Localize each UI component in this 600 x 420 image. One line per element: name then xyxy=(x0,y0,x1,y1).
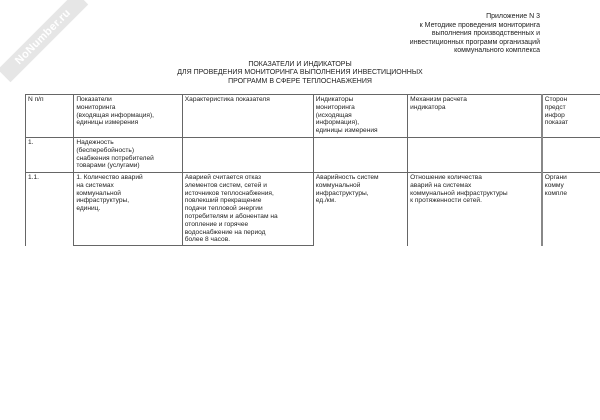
annex-line: к Методике проведения мониторинга xyxy=(419,21,540,29)
indicators-table xyxy=(25,94,600,246)
title-line: ПОКАЗАТЕЛИ И ИНДИКАТОРЫ xyxy=(248,61,352,68)
table-header-row xyxy=(26,95,600,138)
header-cell: Характеристика показателя xyxy=(182,95,313,138)
annex-line: выполнения производственных и xyxy=(431,30,540,38)
table-cell: 1. xyxy=(26,138,74,173)
annex-line: Приложение N 3 xyxy=(486,13,540,20)
table-cell: Органи комму компле xyxy=(542,173,600,246)
table-cell: 1.1. xyxy=(26,173,74,246)
annex-line: коммунального комплекса xyxy=(454,47,540,55)
annex-reference xyxy=(300,13,540,56)
annex-line: инвестиционных программ организаций xyxy=(409,38,540,46)
table-cell: Отношение количества аварий на системах коммунальной инфраструктуры к протяженности сетей. xyxy=(408,173,542,246)
table-cell xyxy=(408,138,542,173)
watermark: NoNumber.ru xyxy=(0,0,88,82)
header-cell: Индикаторы мониторинга (исходящая информация), единицы измерения xyxy=(313,95,407,138)
table-cell xyxy=(313,138,407,173)
table-cell xyxy=(542,138,600,173)
header-cell: Механизм расчета индикатора xyxy=(408,95,542,138)
header-cell: N п/п xyxy=(26,95,74,138)
table-cell xyxy=(182,138,313,173)
table-cell: Аварией считается отказ элементов систем, сетей и источников теплоснабжения, повлекший прекращение подачи тепловой энергии потребителям и абонентам на отопление и горячее водоснабжение на период более 8 часов. xyxy=(182,173,313,246)
title-line: ДЛЯ ПРОВЕДЕНИЯ МОНИТОРИНГА ВЫПОЛНЕНИЯ ИНВЕСТИЦИОННЫХ xyxy=(177,69,423,77)
table-cell: 1. Количество аварий на системах коммунальной инфраструктуры, единиц. xyxy=(74,173,182,246)
table-row xyxy=(26,173,600,246)
header-cell: Показатели мониторинга (входящая информация), единицы измерения xyxy=(74,95,182,138)
table-row xyxy=(26,138,600,173)
title-line: ПРОГРАММ В СФЕРЕ ТЕПЛОСНАБЖЕНИЯ xyxy=(228,77,372,85)
table-cell: Аварийность систем коммунальной инфраструктуры, ед./км. xyxy=(313,173,407,246)
document-title xyxy=(100,61,500,86)
header-cell: Сторон предст инфор показат xyxy=(542,95,600,138)
table-cell: Надежность (бесперебойность) снабжения потребителей товарами (услугами) xyxy=(74,138,182,173)
